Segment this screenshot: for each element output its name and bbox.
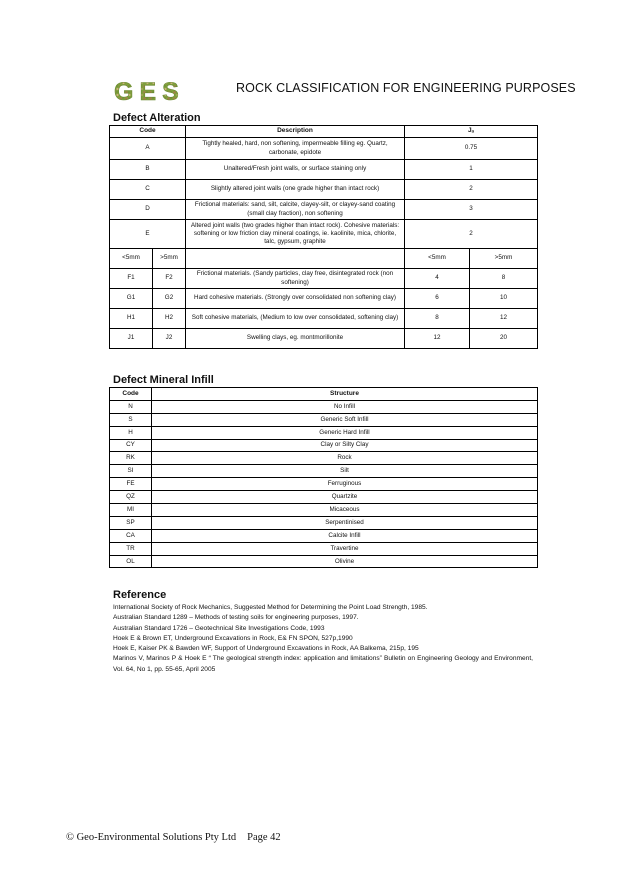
table-row [110,426,538,439]
row-value-lt: 4 [405,269,470,289]
row-code: C [110,180,186,200]
row-value: 1 [405,160,538,180]
subheader-blank [186,249,405,269]
infill-code: SI [110,465,152,478]
table-row [110,400,538,413]
infill-code: FE [110,478,152,491]
header-structure: Structure [152,388,538,401]
infill-code: RK [110,452,152,465]
header-code: Code [110,126,186,138]
row-code-gt: H2 [153,309,186,329]
table-row [110,160,538,180]
infill-structure: Quartzite [152,491,538,504]
row-description: Soft cohesive materials, (Medium to low over consolidated, softening clay) [186,309,405,329]
row-code-lt: H1 [110,309,153,329]
row-value-lt: 6 [405,289,470,309]
table-row [110,269,538,289]
infill-structure: Travertine [152,542,538,555]
infill-code: MI [110,504,152,517]
infill-structure: Ferruginous [152,478,538,491]
infill-structure: Serpentinised [152,516,538,529]
table-row [110,465,538,478]
header-description: Description [186,126,405,138]
table-row [110,555,538,568]
infill-code: OL [110,555,152,568]
row-value: 2 [405,220,538,249]
logo-letters: GES [114,79,185,103]
ges-logo [113,79,205,103]
thickness-subheader-row [110,249,538,269]
table-row [110,200,538,220]
infill-code: N [110,400,152,413]
alteration-header-row [110,126,538,138]
row-value: 3 [405,200,538,220]
row-code: A [110,138,186,160]
row-code-gt: F2 [153,269,186,289]
table-row [110,289,538,309]
row-description: Frictional materials. (Sandy particles, clay free, disintegrated rock (non softening) [186,269,405,289]
infill-code: CA [110,529,152,542]
infill-structure: Olivine [152,555,538,568]
subheader-code-lt: <5mm [110,249,153,269]
reference-list [113,603,533,675]
row-value-gt: 8 [470,269,538,289]
reference-item: Hoek E, Kaiser PK & Bawden WF, Support of Underground Excavations in Rock, AA Balkema, 215p, 195 [113,645,419,653]
reference-heading: Reference [113,589,167,601]
table-row [110,439,538,452]
document-title: ROCK CLASSIFICATION FOR ENGINEERING PURPOSES [236,81,576,95]
page-footer [66,832,292,843]
infill-structure: Generic Hard Infill [152,426,538,439]
row-code-gt: J2 [153,329,186,349]
row-code: D [110,200,186,220]
ges-logo-graphic [113,79,205,103]
header-ja: Jₐ [405,126,538,138]
infill-table [109,387,538,568]
row-value-gt: 12 [470,309,538,329]
infill-code: S [110,413,152,426]
reference-item: Australian Standard 1726 – Geotechnical Site Investigations Code, 1993 [113,624,325,632]
table-row [110,542,538,555]
table-row [110,138,538,160]
alteration-table [109,125,538,349]
table-row [110,516,538,529]
table-row [110,180,538,200]
infill-structure: Rock [152,452,538,465]
table-row [110,478,538,491]
infill-structure: Clay or Silty Clay [152,439,538,452]
infill-structure: Micaceous [152,504,538,517]
row-description: Hard cohesive materials. (Strongly over consolidated non softening clay) [186,289,405,309]
row-value: 2 [405,180,538,200]
row-description: Swelling clays, eg. montmorillonite [186,329,405,349]
row-code-gt: G2 [153,289,186,309]
row-description: Frictional materials: sand, silt, calcite, clayey-silt, or clayey-sand coating (small clay fraction), non softening [186,200,405,220]
row-value-gt: 10 [470,289,538,309]
footer-copyright: © Geo-Environmental Solutions Pty Ltd [66,832,237,843]
reference-item: Hoek E & Brown ET, Underground Excavations in Rock, E& FN SPON, 527p,1990 [113,634,353,642]
row-value: 0.75 [405,138,538,160]
infill-code: SP [110,516,152,529]
row-code: E [110,220,186,249]
row-description: Unaltered/Fresh joint walls, or surface staining only [186,160,405,180]
infill-code: H [110,426,152,439]
row-code-lt: G1 [110,289,153,309]
table-row [110,452,538,465]
row-description: Slightly altered joint walls (one grade higher than intact rock) [186,180,405,200]
subheader-code-gt: >5mm [153,249,186,269]
subheader-val-lt: <5mm [405,249,470,269]
table-row [110,309,538,329]
infill-structure: Calcite Infill [152,529,538,542]
table-row [110,491,538,504]
infill-header-row [110,388,538,401]
row-value-gt: 20 [470,329,538,349]
row-code-lt: J1 [110,329,153,349]
subheader-val-gt: >5mm [470,249,538,269]
infill-heading: Defect Mineral Infill [113,374,214,386]
header-code: Code [110,388,152,401]
table-row [110,529,538,542]
row-value-lt: 8 [405,309,470,329]
infill-structure: Silt [152,465,538,478]
table-row [110,329,538,349]
reference-item: International Society of Rock Mechanics, Suggested Method for Determining the Point Load Strength, 1985. [113,604,428,611]
alteration-heading: Defect Alteration [113,112,201,124]
row-code-lt: F1 [110,269,153,289]
infill-code: CY [110,439,152,452]
row-description: Tightly healed, hard, non softening, impermeable filling eg. Quartz, carbonate, epidote [186,138,405,160]
row-value-lt: 12 [405,329,470,349]
row-description: Altered joint walls (two grades higher than intact rock). Cohesive materials: softening or low friction clay mineral coatings, ie. kaolinite, mica, chlorite, talc, gypsum, graphite [186,220,405,249]
table-row [110,413,538,426]
reference-item: Australian Standard 1289 – Methods of testing soils for engineering purposes, 1997. [113,614,359,622]
infill-code: QZ [110,491,152,504]
table-row [110,504,538,517]
infill-structure: No Infill [152,400,538,413]
infill-code: TR [110,542,152,555]
row-code: B [110,160,186,180]
table-row [110,220,538,249]
footer-page-number: Page 42 [247,832,281,843]
infill-structure: Generic Soft Infill [152,413,538,426]
reference-item: Marinos V, Marinos P & Hoek E “ The geological strength index: application and limitations” Bulletin on Engineering Geology and Environment, Vol. 64, No 1, pp. 55-65, April 2005 [113,655,533,673]
